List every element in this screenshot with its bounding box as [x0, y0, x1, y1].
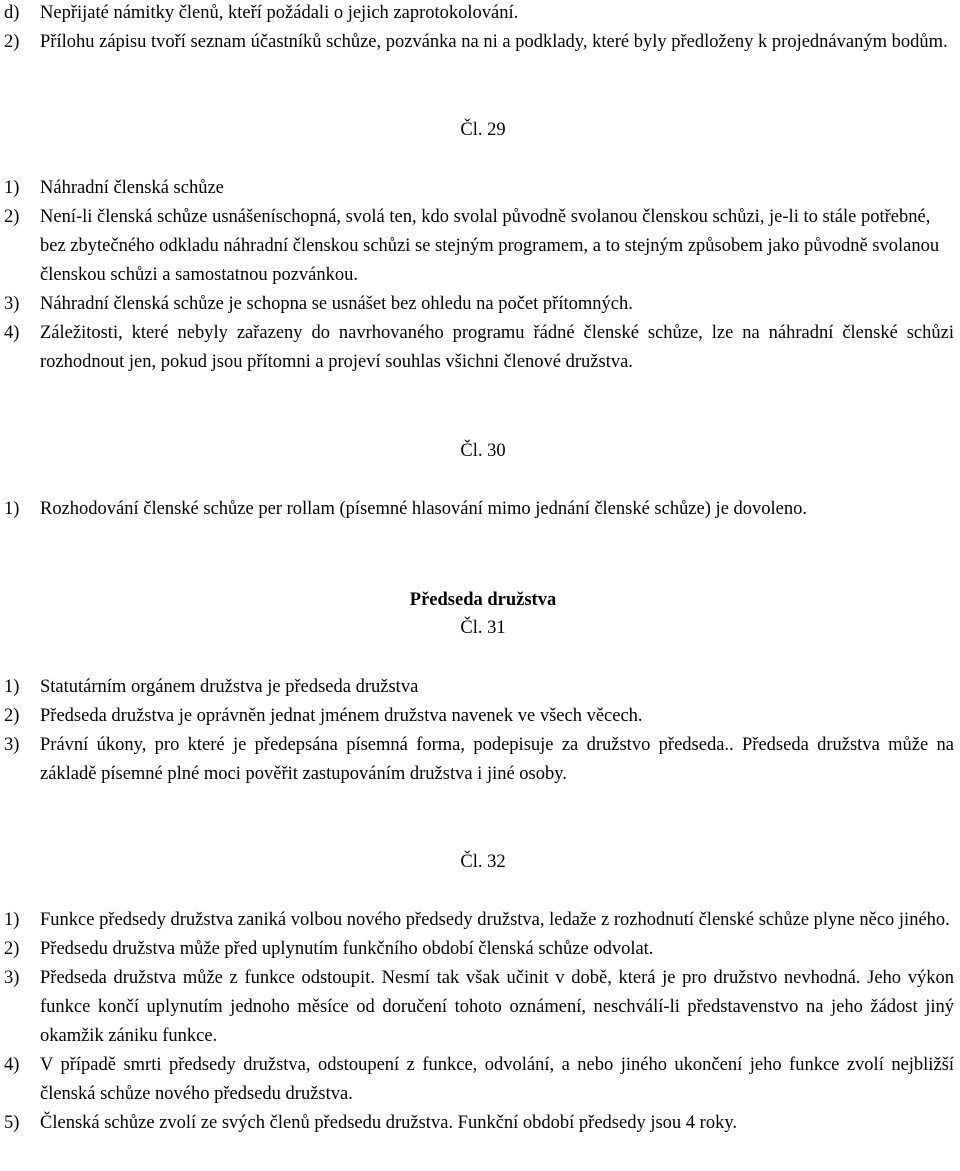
list-item	[4, 0, 954, 28]
item-text: Členská schůze zvolí ze svých členů předsedu družstva. Funkční období předsedy jsou 4 roky.	[40, 1113, 738, 1133]
list-item	[4, 28, 954, 57]
section-title: Předseda družstva	[409, 590, 557, 610]
item-number: 3)	[4, 735, 20, 755]
item-number: 1)	[4, 499, 20, 519]
list-item	[4, 935, 954, 964]
list-item	[4, 319, 954, 377]
item-number: 1)	[4, 178, 20, 198]
item-number: 1)	[4, 910, 20, 930]
item-number: 2)	[4, 939, 20, 959]
article-heading: Čl. 32	[460, 852, 506, 872]
list-item	[4, 964, 954, 1051]
list-item	[4, 203, 954, 290]
item-number: 3)	[4, 968, 20, 988]
item-text: Právní úkony, pro které je předepsána písemná forma, podepisuje za družstvo předseda.. Předseda družstva může na základě písemné plné moci pověřit zastupováním družstva i jiné osoby.	[40, 735, 954, 784]
item-number: 3)	[4, 294, 20, 314]
list-item	[4, 673, 954, 702]
article-heading: Čl. 30	[460, 441, 506, 461]
list-item	[4, 1051, 954, 1109]
item-text: Náhradní členská schůze je schopna se usnášet bez ohledu na počet přítomných.	[40, 294, 633, 314]
article-30-section	[4, 495, 954, 524]
item-text: Statutárním orgánem družstva je předseda družstva	[40, 677, 419, 697]
list-item	[4, 495, 954, 524]
article-31-section	[4, 673, 954, 789]
item-number: 2)	[4, 32, 20, 52]
list-item	[4, 702, 954, 731]
item-text: Záležitosti, které nebyly zařazeny do navrhovaného programu řádné členské schůze, lze na náhradní členské schůzi rozhodnout jen, pokud jsou přítomni a projeví souhlas všichni členové družstva.	[40, 323, 954, 372]
article-32-section	[4, 906, 954, 1138]
item-text: Předsedu družstva může před uplynutím funkčního období členská schůze odvolat.	[40, 939, 654, 959]
article-29-section	[4, 174, 954, 377]
item-number: d)	[4, 3, 20, 23]
item-text: Není-li členská schůze usnášeníschopná, svolá ten, kdo svolal původně svolanou členskou schůzi, je-li to stále potřebné, bez zbytečného odkladu náhradní členskou schůzi se stejným programem, a to stejným způsobem jako původně svolanou členskou schůzi a samostatnou pozvánkou.	[40, 207, 940, 285]
list-item	[4, 1109, 954, 1138]
article-heading: Čl. 31	[460, 618, 506, 638]
item-number: 5)	[4, 1113, 20, 1133]
item-text: Náhradní členská schůze	[40, 178, 224, 198]
item-number: 4)	[4, 323, 20, 343]
item-text: Nepřijaté námitky členů, kteří požádali o jejich zaprotokolování.	[40, 3, 519, 23]
list-item	[4, 174, 954, 203]
item-number: 2)	[4, 207, 20, 227]
item-text: V případě smrti předsedy družstva, odstoupení z funkce, odvolání, a nebo jiného ukončení jeho funkce zvolí nejbližší členská schůze nového předsedu družstva.	[40, 1055, 954, 1104]
item-text: Rozhodování členské schůze per rollam (písemné hlasování mimo jednání členské schůze) je dovoleno.	[40, 499, 808, 519]
item-number: 4)	[4, 1055, 20, 1075]
item-number: 2)	[4, 706, 20, 726]
list-item	[4, 906, 954, 935]
item-number: 1)	[4, 677, 20, 697]
item-text: Funkce předsedy družstva zaniká volbou nového předsedy družstva, ledaže z rozhodnutí členské schůze plyne něco jiného.	[40, 910, 950, 930]
item-text: Předseda družstva může z funkce odstoupit. Nesmí tak však učinit v době, která je pro družstvo nevhodná. Jeho výkon funkce končí uplynutím jednoho měsíce od doručení tohoto oznámení, neschválí-li představenstvo na jeho žádost jiný okamžik zániku funkce.	[40, 968, 954, 1046]
list-item	[4, 731, 954, 789]
item-text: Přílohu zápisu tvoří seznam účastníků schůze, pozvánka na ni a podklady, které byly předloženy k projednávaným bodům.	[40, 32, 948, 52]
continued-section	[4, 0, 954, 57]
item-text: Předseda družstva je oprávněn jednat jménem družstva navenek ve všech věcech.	[40, 706, 643, 726]
list-item	[4, 290, 954, 319]
article-heading: Čl. 29	[460, 120, 506, 140]
